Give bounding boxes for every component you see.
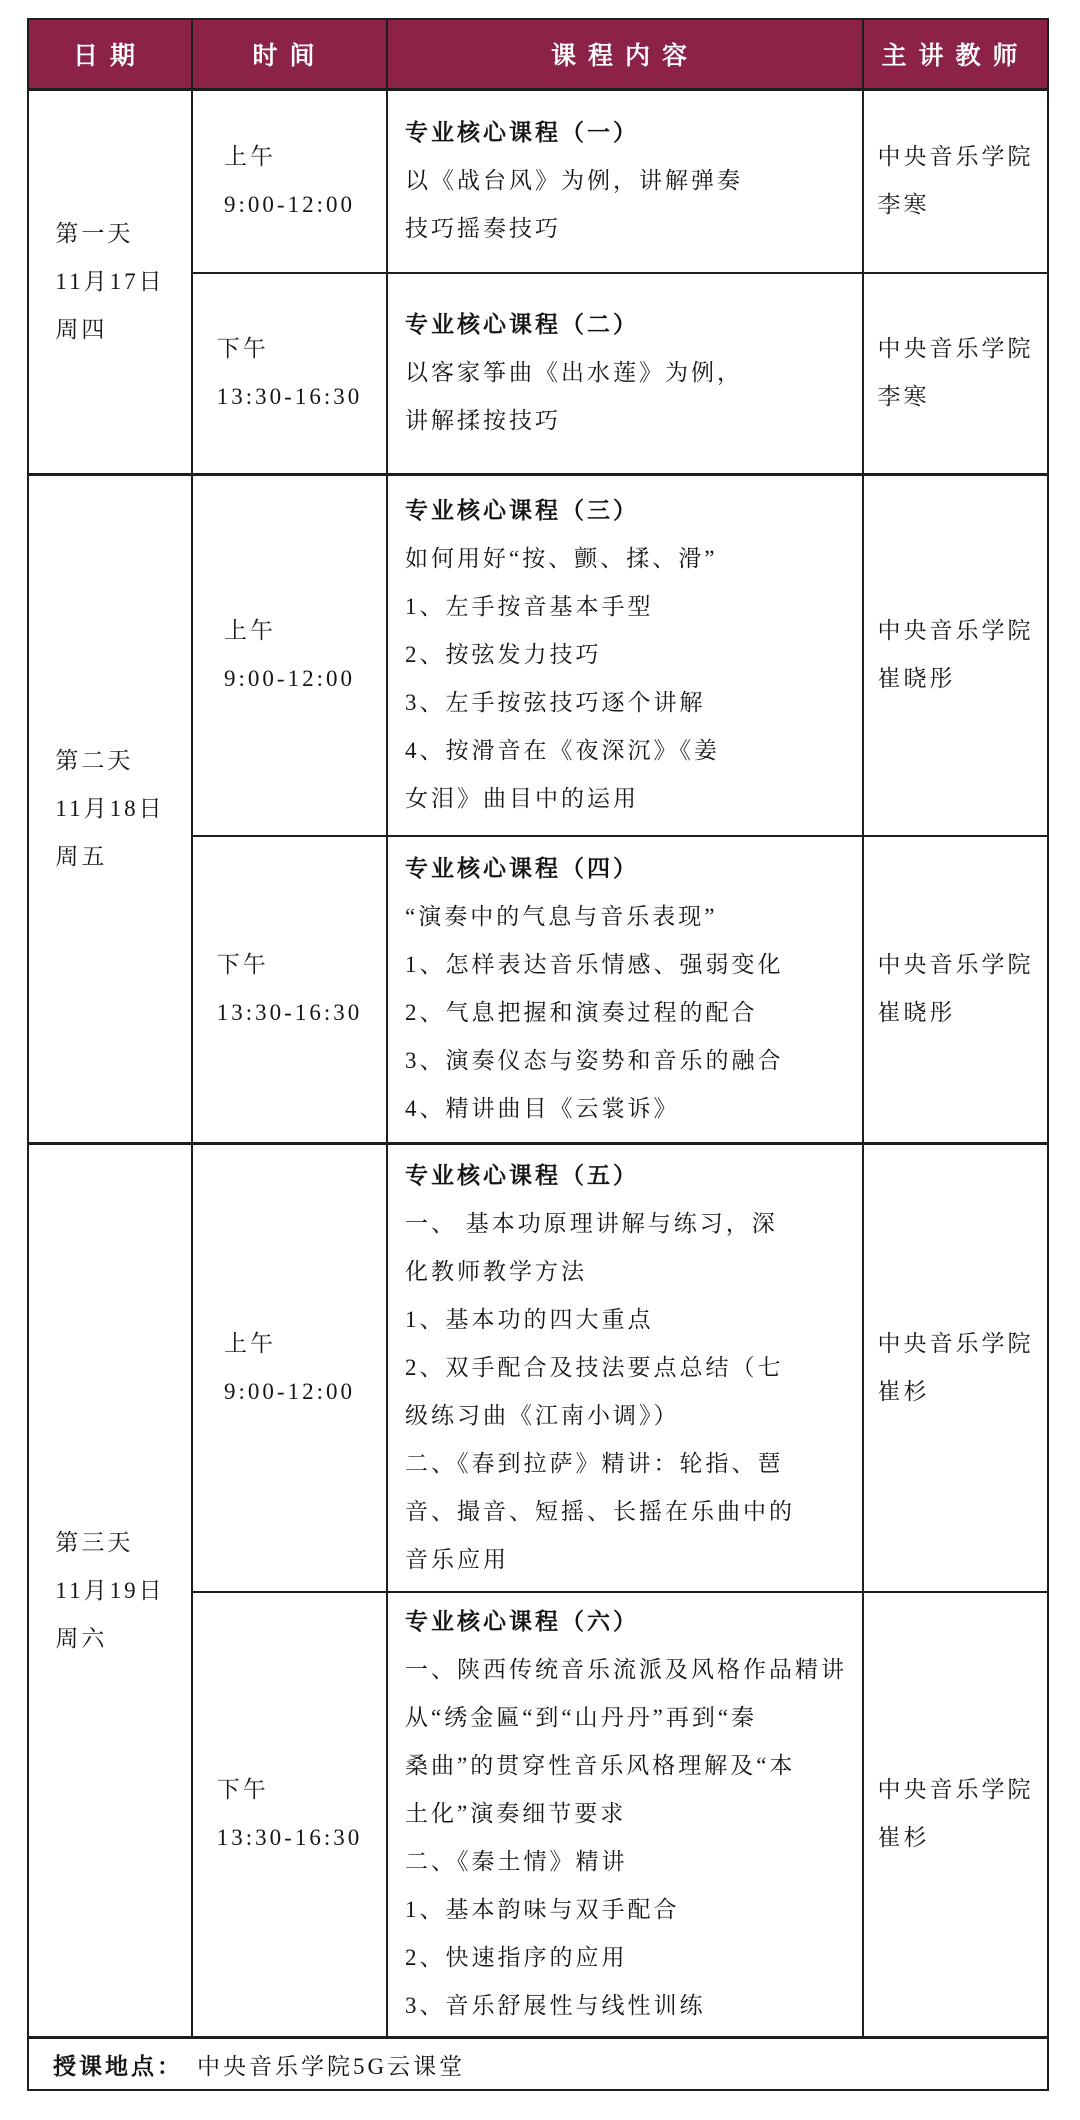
course-content-line: 音、撮音、短摇、长摇在乐曲中的 [405,1498,795,1524]
content-cell [387,1144,863,1592]
course-content-line: 3、左手按弦技巧逐个讲解 [405,690,706,716]
date-cell [28,475,192,1144]
teacher-block [878,941,1034,1037]
content-cell [387,475,863,836]
date-cell [28,90,192,475]
time-block [224,1320,355,1416]
time-range-label: 9:00-12:00 [224,192,355,218]
course-content-line: 4、按滑音在《夜深沉》《姜 [405,738,720,764]
course-content [388,1152,862,1584]
session-row [28,1144,1048,1592]
session-row [28,90,1048,273]
course-title: 专业核心课程（二） [405,312,639,338]
teacher-org-label: 中央音乐学院 [877,618,1034,644]
course-content [388,301,862,445]
date-label: 11月18日 [55,796,165,821]
teacher-cell [863,475,1048,836]
teacher-cell [863,1592,1048,2038]
period-label: 上午 [224,618,277,644]
course-title: 专业核心课程（六） [405,1609,639,1635]
course-title: 专业核心课程（一） [405,120,639,146]
header-row [28,19,1048,90]
course-content-line: 一、陕西传统音乐流派及风格作品精讲 [405,1657,847,1683]
col-header-content: 课程内容 [387,19,863,90]
venue-label: 授课地点： [53,2053,183,2079]
teacher-name-label: 李寒 [877,384,930,410]
course-content-line: “演奏中的气息与音乐表现” [405,904,718,930]
time-block [217,325,362,421]
col-header-date: 日期 [28,19,192,90]
content-cell [387,90,863,273]
footer-row [28,2038,1048,2091]
teacher-name-label: 崔晓彤 [877,1000,956,1026]
course-content-line: 讲解揉按技巧 [405,408,561,434]
teacher-org-label: 中央音乐学院 [877,336,1034,362]
teacher-block [878,325,1034,421]
course-content-line: 2、气息把握和演奏过程的配合 [405,1000,758,1026]
teacher-cell [863,273,1048,475]
course-content-line: 级练习曲《江南小调》） [405,1402,680,1428]
weekday-label: 周四 [55,317,108,342]
teacher-block [878,1766,1034,1862]
time-cell [192,1144,387,1592]
period-label: 上午 [224,144,277,170]
teacher-org-label: 中央音乐学院 [877,1330,1034,1356]
date-label: 11月17日 [55,269,165,294]
weekday-label: 周五 [55,844,108,869]
course-content-line: 以《战台风》为例，讲解弹奏 [405,168,743,194]
course-content [388,845,862,1133]
course-schedule-table [27,18,1049,2091]
period-label: 下午 [216,336,269,362]
course-content-line: 2、按弦发力技巧 [405,642,602,668]
teacher-cell [863,90,1048,273]
time-block [217,1766,362,1862]
content-cell [387,836,863,1144]
day-label: 第三天 [55,1529,134,1555]
course-content [388,1598,862,2030]
period-label: 上午 [224,1330,277,1356]
course-content-line: 如何用好“按、颤、揉、滑” [405,546,718,572]
teacher-block [878,607,1034,703]
course-content [388,487,862,823]
course-content-line: 二、《秦土情》精讲 [405,1849,628,1875]
time-range-label: 9:00-12:00 [224,1378,355,1404]
course-content [388,109,862,253]
time-block [224,607,355,703]
course-content-line: 3、音乐舒展性与线性训练 [405,1993,706,2019]
course-content-line: 以客家筝曲《出水莲》为例， [405,360,743,386]
date-block [55,1519,164,1663]
date-label: 11月19日 [55,1577,165,1603]
course-title: 专业核心课程（四） [405,856,639,882]
col-header-time: 时间 [192,19,387,90]
time-cell [192,475,387,836]
time-block [224,133,355,229]
teacher-org-label: 中央音乐学院 [877,952,1034,978]
course-content-line: 一、 基本功原理讲解与练习，深 [405,1210,778,1236]
teacher-org-label: 中央音乐学院 [877,144,1034,170]
teacher-name-label: 崔杉 [877,1825,930,1851]
course-content-line: 化教师教学方法 [405,1258,587,1284]
course-content-line: 女泪》曲目中的运用 [405,786,639,812]
teacher-block [878,133,1034,229]
course-content-line: 1、怎样表达音乐情感、强弱变化 [405,952,784,978]
time-cell [192,1592,387,2038]
teacher-name-label: 崔晓彤 [877,666,956,692]
col-header-teacher: 主讲教师 [863,19,1048,90]
course-title: 专业核心课程（五） [405,1162,639,1188]
teacher-org-label: 中央音乐学院 [877,1777,1034,1803]
teacher-cell [863,836,1048,1144]
course-content-line: 2、双手配合及技法要点总结（七 [405,1354,784,1380]
teacher-cell [863,1144,1048,1592]
time-range-label: 13:30-16:30 [216,1000,363,1026]
course-title: 专业核心课程（三） [405,498,639,524]
course-content-line: 1、基本韵味与双手配合 [405,1897,680,1923]
date-cell [28,1144,192,2038]
course-content-line: 1、基本功的四大重点 [405,1306,654,1332]
period-label: 下午 [216,1777,269,1803]
content-cell [387,1592,863,2038]
weekday-label: 周六 [55,1625,108,1651]
course-content-line: 1、左手按音基本手型 [405,594,654,620]
course-content-line: 音乐应用 [405,1546,509,1572]
time-cell [192,90,387,273]
venue-cell [28,2038,1048,2091]
date-block [55,737,164,881]
time-range-label: 9:00-12:00 [224,666,355,692]
course-content-line: 3、演奏仪态与姿势和音乐的融合 [405,1048,784,1074]
session-row [28,475,1048,836]
day-label: 第一天 [55,221,134,246]
course-content-line: 桑曲”的贯穿性音乐风格理解及“本 [405,1753,796,1779]
course-content-line: 4、精讲曲目《云裳诉》 [405,1096,680,1122]
time-cell [192,273,387,475]
content-cell [387,273,863,475]
teacher-name-label: 崔杉 [877,1378,930,1404]
course-content-line: 从“绣金匾“到“山丹丹”再到“秦 [405,1705,758,1731]
teacher-block [878,1320,1034,1416]
teacher-name-label: 李寒 [877,192,930,218]
date-block [55,210,164,354]
day-label: 第二天 [55,748,134,773]
course-content-line: 技巧摇奏技巧 [405,216,561,242]
venue-value: 中央音乐学院5G云课堂 [197,2053,466,2079]
time-range-label: 13:30-16:30 [216,384,363,410]
course-content-line: 2、快速指序的应用 [405,1945,628,1971]
course-content-line: 土化”演奏细节要求 [405,1801,627,1827]
time-cell [192,836,387,1144]
period-label: 下午 [216,952,269,978]
course-content-line: 二、《春到拉萨》精讲：轮指、琶 [405,1450,784,1476]
time-range-label: 13:30-16:30 [216,1825,363,1851]
time-block [217,941,362,1037]
